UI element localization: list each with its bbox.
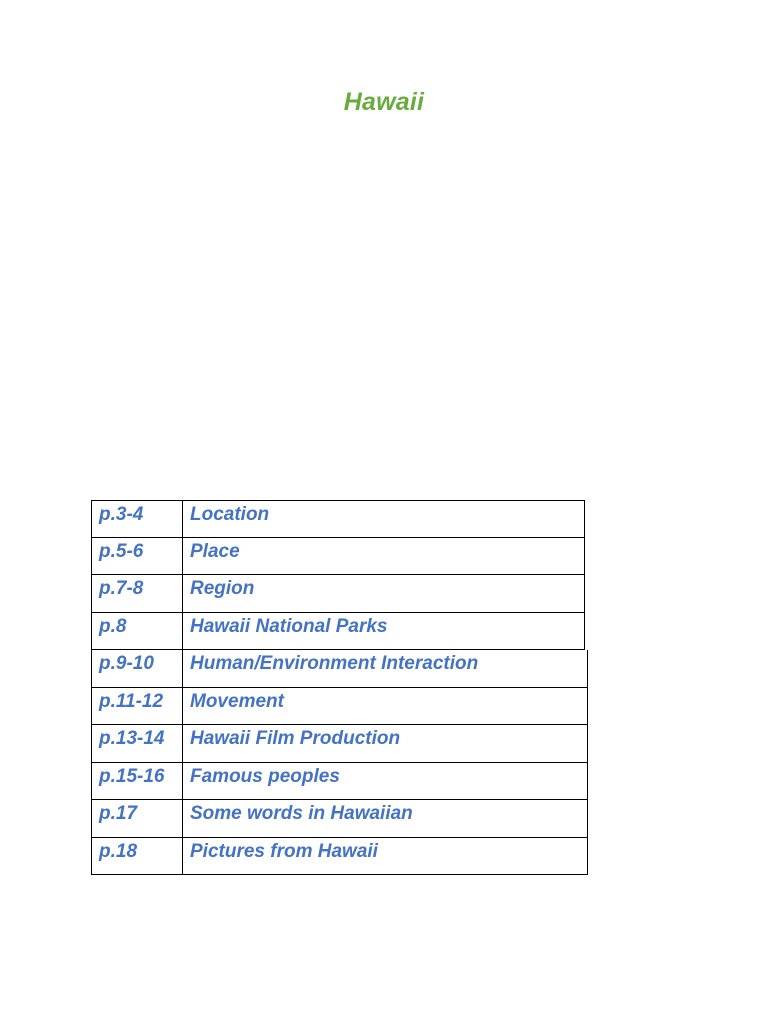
page-title: Hawaii [343,88,425,116]
topic-cell: Location [190,504,270,525]
page-range-cell: p.8 [92,613,183,650]
topic-cell: Region [190,578,255,599]
page-range-cell: p.9-10 [92,650,183,687]
table-row [91,688,588,726]
table-row [91,613,585,651]
table-row [91,575,585,613]
topic-cell: Movement [190,690,284,712]
table-row [91,650,588,688]
page-range-cell: p.18 [92,838,183,875]
topic-cell: Hawaii Film Production [190,728,401,749]
topic-cell: Place [190,540,240,562]
table-row [91,538,585,576]
page-range-cell: p.11-12 [92,688,183,725]
table-row [91,838,588,876]
page-range-cell: p.7-8 [92,575,183,612]
table-row [91,500,585,538]
topic-cell: Some words in Hawaiian [190,803,413,824]
table-row [91,763,588,801]
topic-cell: Hawaii National Parks [190,615,388,637]
topic-cell: Famous peoples [190,765,340,787]
page-range-cell: p.3-4 [92,501,183,537]
page-range-cell: p.17 [92,800,183,837]
table-row [91,725,588,763]
page-range-cell: p.13-14 [92,725,183,762]
topic-cell: Human/Environment Interaction [190,653,479,674]
page-range-cell: p.5-6 [92,538,183,575]
page-range-cell: p.15-16 [92,763,183,800]
table-of-contents [91,500,588,875]
table-row [91,800,588,838]
topic-cell: Pictures from Hawaii [190,840,378,862]
